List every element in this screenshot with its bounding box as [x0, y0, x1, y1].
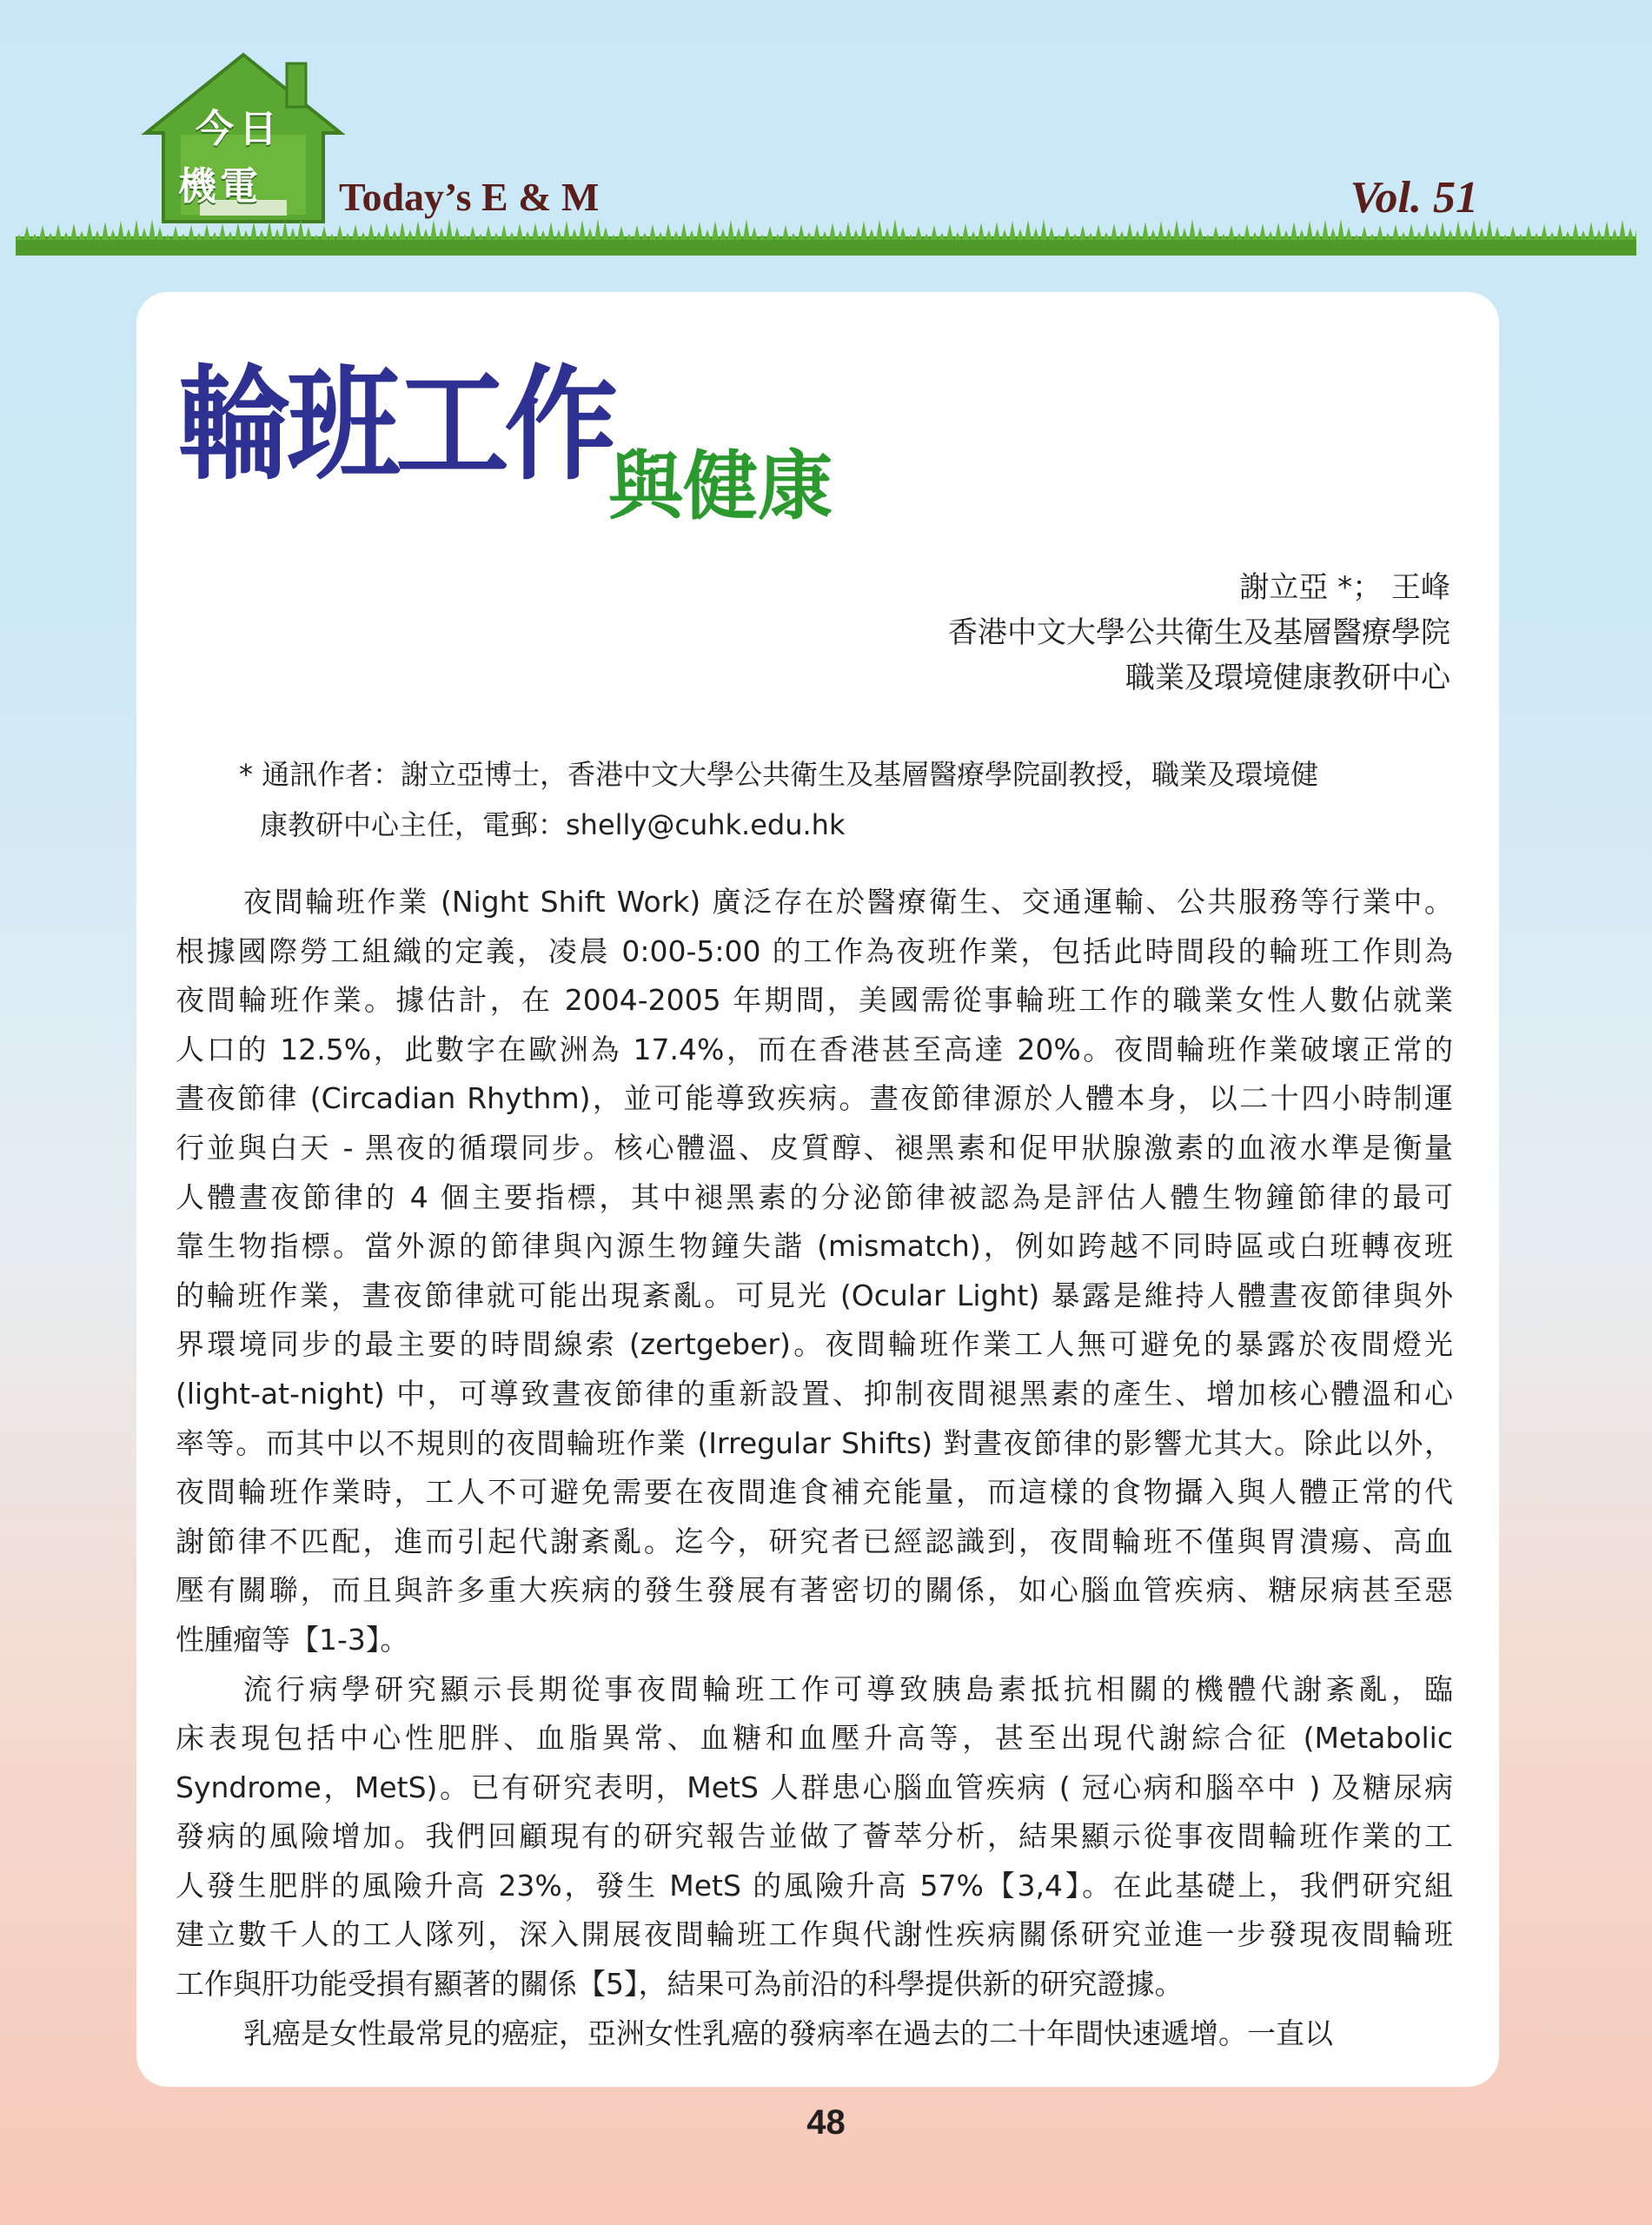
- body-line: 的輪班作業，晝夜節律就可能出現紊亂。可見光 (Ocular Light) 暴露是維持人體晝夜節律與外: [176, 1278, 1453, 1312]
- body-line: 床表現包括中心性肥胖、血脂異常、血糖和血壓升高等，甚至出現代謝綜合征 (Metabolic: [176, 1721, 1453, 1756]
- body-line: 根據國際勞工組織的定義，凌晨 0:00-5:00 的工作為夜班作業，包括此時間段的輪班工作則為: [176, 933, 1453, 968]
- body-line: 建立數千人的工人隊列，深入開展夜間輪班工作與代謝性疾病關係研究並進一步發現夜間輪班: [176, 1917, 1453, 1952]
- body-line: (light-at-night) 中，可導致晝夜節律的重新設置、抑制夜間褪黑素的產生、增加核心體溫和心: [176, 1376, 1453, 1411]
- body-line: 行並與白天 - 黑夜的循環同步。核心體溫、皮質醇、褪黑素和促甲狀腺激素的血液水準是衡量: [176, 1130, 1453, 1165]
- page-header: [0, 0, 1652, 261]
- affiliation-line-1: 香港中文大學公共衛生及基層醫療學院: [948, 615, 1450, 650]
- grass-divider-icon: [16, 216, 1636, 256]
- affiliation-line-2: 職業及環境健康教研中心: [1125, 661, 1450, 695]
- note-line: * 通訊作者：謝立亞博士，香港中文大學公共衛生及基層醫療學院副教授，職業及環境健: [239, 758, 1319, 791]
- authors: 謝立亞 *； 王峰: [1239, 570, 1450, 605]
- body-line: 靠生物指標。當外源的節律與內源生物鐘失諧 (mismatch)，例如跨越不同時區或白班轉夜班: [176, 1229, 1453, 1264]
- body-line: 晝夜節律 (Circadian Rhythm)，並可能導致疾病。晝夜節律源於人體本身，以二十四小時制運: [176, 1081, 1453, 1116]
- body-line: 人發生肥胖的風險升高 23%，發生 MetS 的風險升高 57%【3,4】。在此基礎上，我們研究組: [176, 1868, 1453, 1903]
- body-line: 性腫瘤等【1-3】。: [176, 1622, 409, 1657]
- article-title: 輪班工作: [178, 354, 614, 497]
- body-line: 工作與肝功能受損有顯著的關係【5】，結果可為前沿的科學提供新的研究證據。: [176, 1967, 1184, 2002]
- body-line: 發病的風險增加。我們回顧現有的研究報告並做了薈萃分析，結果顯示從事夜間輪班作業的工: [176, 1819, 1453, 1854]
- body-line: 率等。而其中以不規則的夜間輪班作業 (Irregular Shifts) 對晝夜節律的影響尤其大。除此以外，: [176, 1425, 1453, 1460]
- body-line: 流行病學研究顯示長期從事夜間輪班工作可導致胰島素抵抗相關的機體代謝紊亂，臨: [243, 1671, 1453, 1706]
- article-body: [176, 878, 1453, 2058]
- page-number: 48: [806, 2103, 846, 2142]
- volume-number: Vol. 51: [1350, 173, 1478, 222]
- body-line: 人體晝夜節律的 4 個主要指標，其中褪黑素的分泌節律被認為是評估人體生物鐘節律的最可: [176, 1179, 1453, 1214]
- body-line: 人口的 12.5%，此數字在歐洲為 17.4%，而在香港甚至高達 20%。夜間輪班作業破壞正常的: [176, 1032, 1453, 1066]
- logo-text-top: 今日: [196, 107, 282, 151]
- body-line: 夜間輪班作業 (Night Shift Work) 廣泛存在於醫療衛生、交通運輸、公共服務等行業中。: [243, 885, 1453, 919]
- body-line: Syndrome，MetS)。已有研究表明，MetS 人群患心腦血管疾病 ( 冠心病和腦卒中 ) 及糖尿病: [176, 1770, 1453, 1804]
- body-line: 乳癌是女性最常見的癌症，亞洲女性乳癌的發病率在過去的二十年間快速遞增。一直以: [243, 2016, 1333, 2050]
- body-line: 謝節律不匹配，進而引起代謝紊亂。迄今，研究者已經認識到，夜間輪班不僅與胃潰瘍、高血: [176, 1524, 1453, 1558]
- body-line: 夜間輪班作業時，工人不可避免需要在夜間進食補充能量，而這樣的食物攝入與人體正常的代: [176, 1475, 1453, 1510]
- note-line: 康教研中心主任，電郵：shelly@cuhk.edu.hk: [260, 808, 846, 841]
- body-line: 壓有關聯，而且與許多重大疾病的發生發展有著密切的關係，如心腦血管疾病、糖尿病甚至惡: [176, 1573, 1453, 1608]
- body-line: 夜間輪班作業。據估計，在 2004-2005 年期間，美國需從事輪班工作的職業女性人數佔就業: [176, 983, 1453, 1018]
- corresponding-author-note: [239, 749, 1451, 850]
- article-subtitle: 與健康: [608, 443, 833, 530]
- magazine-title: Today’s E & M: [339, 175, 600, 219]
- body-line: 界環境同步的最主要的時間線索 (zertgeber)。夜間輪班作業工人無可避免的暴露於夜間燈光: [176, 1327, 1453, 1362]
- byline: [948, 565, 1450, 701]
- logo-text-bottom: 機電: [178, 164, 262, 209]
